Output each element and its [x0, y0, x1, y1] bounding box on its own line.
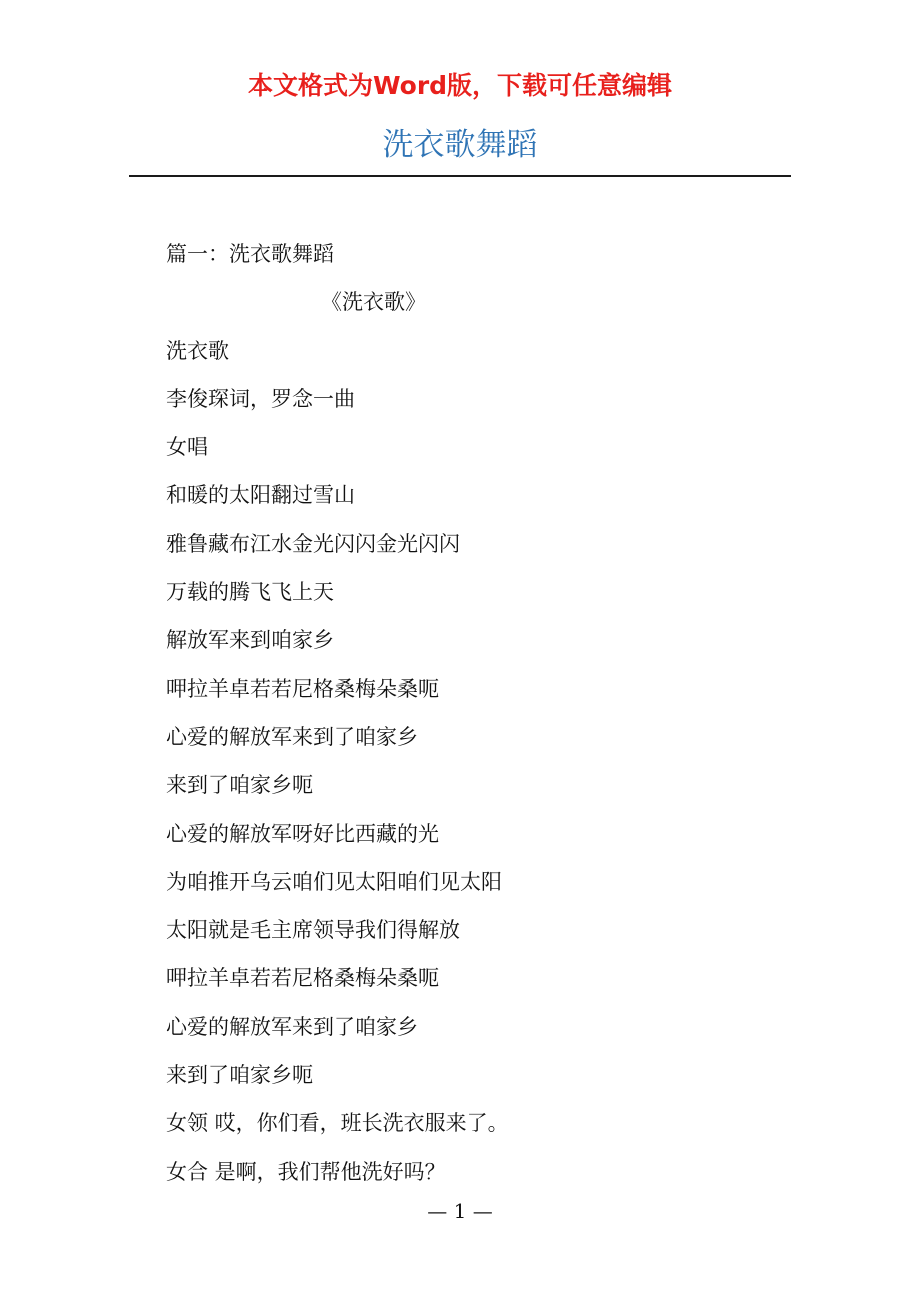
body-line: 洗衣歌	[166, 338, 229, 363]
lyric-line: 雅鲁藏布江水金光闪闪金光闪闪	[166, 531, 460, 556]
credits-line: 李俊琛词，罗念一曲	[166, 386, 355, 411]
lyric-line: 来到了咱家乡呃	[166, 773, 313, 798]
dialogue-line: 女领 哎，你们看，班长洗衣服来了。	[166, 1111, 509, 1136]
document-title: 洗衣歌舞蹈	[382, 127, 538, 163]
format-notice: 本文格式为Word版，下载可任意编辑	[247, 71, 673, 100]
lyric-line: 太阳就是毛主席领导我们得解放	[166, 918, 460, 943]
dialogue-line: 女合 是啊，我们帮他洗好吗？	[166, 1159, 446, 1184]
lyric-line: 心爱的解放军来到了咱家乡	[166, 1014, 418, 1039]
lyric-line: 为咱推开乌云咱们见太阳咱们见太阳	[166, 869, 502, 894]
lyric-line: 解放军来到咱家乡	[166, 628, 334, 653]
title-divider	[129, 175, 791, 177]
lyric-line: 呷拉羊卓若若尼格桑梅朵桑呃	[166, 966, 439, 991]
lyric-line: 来到了咱家乡呃	[166, 1063, 313, 1088]
song-title: 《洗衣歌》	[321, 290, 426, 315]
lyric-line: 心爱的解放军来到了咱家乡	[166, 724, 418, 749]
lyric-line: 呷拉羊卓若若尼格桑梅朵桑呃	[166, 676, 439, 701]
lyric-line: 心爱的解放军呀好比西藏的光	[166, 821, 439, 846]
lyric-line: 和暖的太阳翻过雪山	[166, 483, 355, 508]
body-line: 女唱	[166, 435, 208, 460]
lyric-line: 万载的腾飞飞上天	[166, 580, 334, 605]
section-heading: 篇一：洗衣歌舞蹈	[166, 242, 334, 266]
page-number: — 1 —	[427, 1199, 493, 1223]
document-body	[166, 230, 786, 1196]
